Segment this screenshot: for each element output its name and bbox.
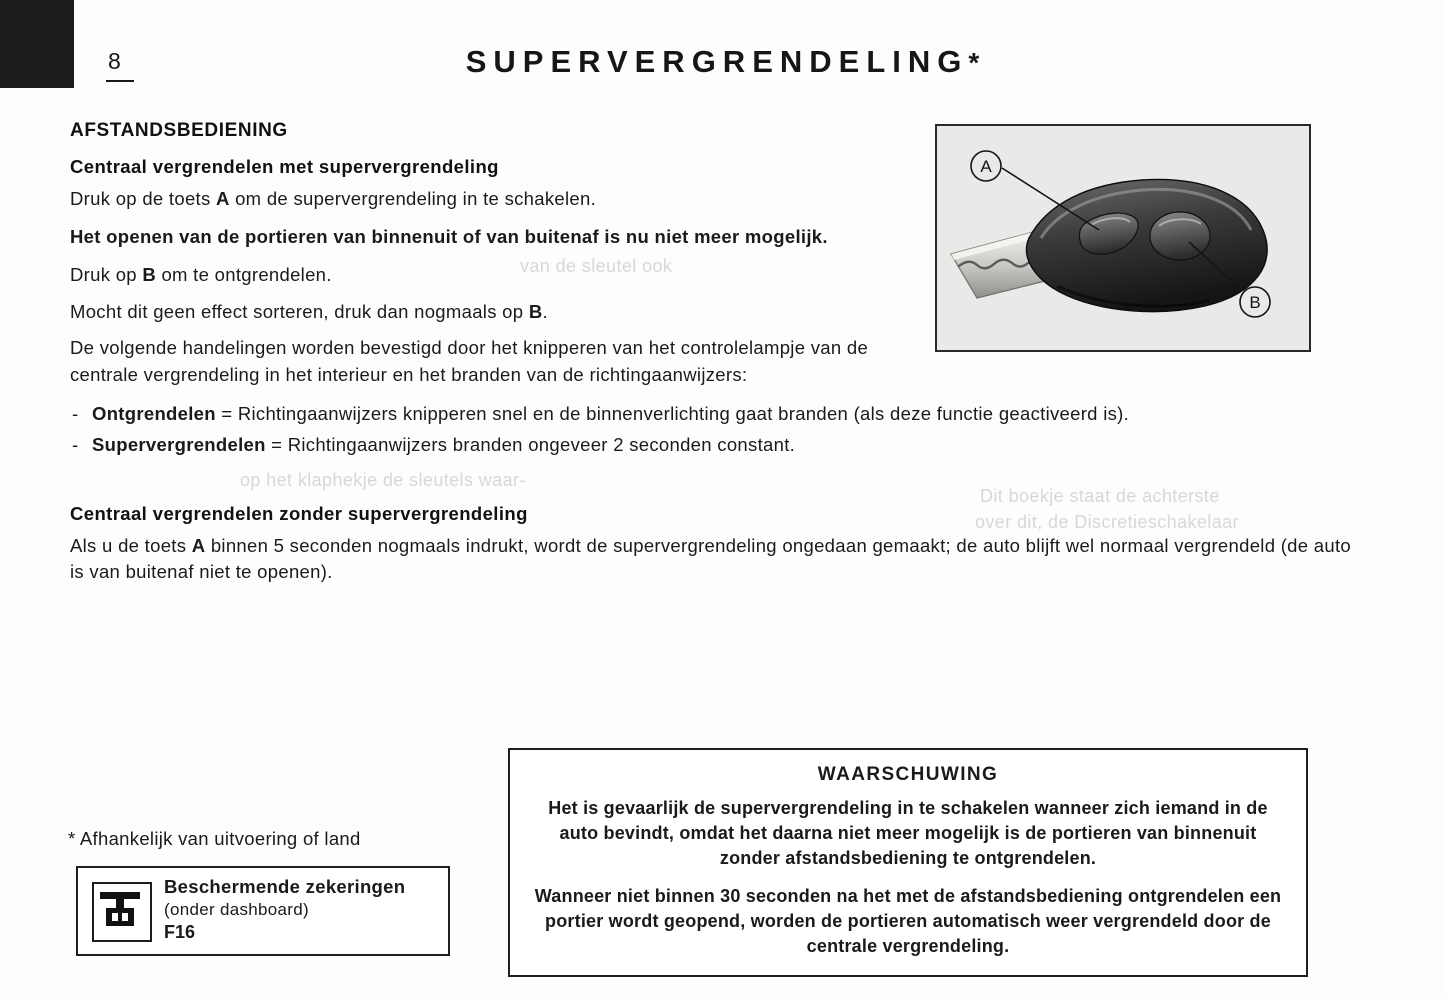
paragraph-press-b-to-unlock (70, 262, 915, 289)
button-label-b: B (142, 263, 156, 285)
subsection-heading-with-superlocking: Centraal vergrendelen met supervergrendeling (70, 156, 499, 177)
fuse-subtitle: (onder dashboard) (164, 900, 309, 919)
warning-title: WAARSCHUWING (817, 764, 999, 785)
remote-key-illustration (937, 126, 1305, 346)
fuse-title: Beschermende zekeringen (164, 876, 406, 897)
page-number: 8 (108, 48, 122, 74)
fuse-glyph (94, 884, 146, 936)
callout-a-label: A (980, 157, 992, 176)
button-label-a: A (215, 188, 230, 209)
list-item-term: Ontgrendelen (92, 403, 216, 425)
left-column (70, 120, 915, 389)
warning-box (508, 748, 1308, 977)
fuse-icon (92, 882, 152, 942)
paragraph-text-post: . (542, 300, 548, 322)
fuse-code: F16 (164, 922, 196, 942)
paragraph-text-post: om de supervergrendeling in te schakelen. (229, 188, 597, 209)
signal-list (70, 401, 1370, 459)
subsection-without-superlocking (70, 503, 1375, 587)
paragraph-cancel-superlocking (70, 533, 1370, 587)
list-item (70, 401, 1370, 428)
paragraph-press-button-a (70, 186, 915, 213)
footnote: * Afhankelijk van uitvoering of land (68, 828, 361, 849)
page-number-underline (106, 80, 134, 82)
button-label-a-repeat: A (191, 534, 206, 556)
bleed-text-line-2: op het klaphekje de sleutels waar- (240, 470, 526, 490)
subsection-heading-without-superlocking: Centraal vergrendelen zonder supervergrendeling (70, 502, 528, 524)
paragraph-confirmation-signals: De volgende handelingen worden bevestigd door het knipperen van het controlelampje van de centrale vergrendeling in het interieur en het branden van de richtingaanwijzers: (70, 337, 869, 386)
bleed-text-line-4: over dit, de Discretieschakelaar (975, 512, 1239, 532)
section-heading: AFSTANDSBEDIENING (70, 120, 288, 141)
list-item (70, 432, 1370, 459)
page-title (0, 44, 1445, 80)
remote-key-figure (935, 124, 1311, 352)
paragraph-doors-cannot-be-opened: Het openen van de portieren van binnenuit of van buitenaf is nu niet meer mogelijk. (70, 225, 828, 247)
fuse-info-box (76, 866, 450, 956)
callout-b-label: B (1249, 293, 1261, 312)
fuse-text-group (164, 876, 442, 943)
paragraph-text-pre: Druk op (70, 263, 143, 285)
list-item-text: = Richtingaanwijzers branden ongeveer 2 seconden constant. (265, 433, 796, 455)
page-title-text: SUPERVERGRENDELING (465, 44, 969, 79)
warning-paragraph-2: Wanneer niet binnen 30 seconden na het met de afstandsbediening ontgrendelen een portier wordt geopend, worden de portieren automatisch weer vergrendeld door de centrale vergrendeling. (534, 886, 1282, 957)
list-item-text: = Richtingaanwijzers knipperen snel en de binnenverlichting gaat branden (als deze functie geactiveerd is). (215, 403, 1130, 425)
page-title-asterisk: * (968, 47, 980, 78)
paragraph-press-b-again (70, 299, 915, 326)
paragraph-text-post: binnen 5 seconden nogmaals indrukt, wordt de supervergrendeling ongedaan gemaakt; de auto blijft wel normaal vergrendeld (de auto is van buitenaf niet te openen). (70, 534, 1352, 583)
warning-paragraph-1: Het is gevaarlijk de supervergrendeling in te schakelen wanneer zich iemand in de auto bevindt, omdat het daarna niet meer mogelijk is de portieren van binnenuit zonder afstandsbediening te ontgrendelen. (548, 798, 1268, 868)
paragraph-text-pre: Als u de toets (70, 534, 192, 556)
list-item-term: Supervergrendelen (92, 433, 266, 455)
paragraph-text-pre: Druk op de toets (70, 188, 216, 209)
bleed-text-line-3: Dit boekje staat de achterste (980, 486, 1220, 506)
paragraph-text-post: om te ontgrendelen. (156, 263, 332, 285)
button-label-b-repeat: B (528, 300, 543, 322)
bleed-text-line-1: van de sleutel ook (520, 256, 673, 276)
paragraph-text-pre: Mocht dit geen effect sorteren, druk dan nogmaals op (70, 300, 529, 322)
